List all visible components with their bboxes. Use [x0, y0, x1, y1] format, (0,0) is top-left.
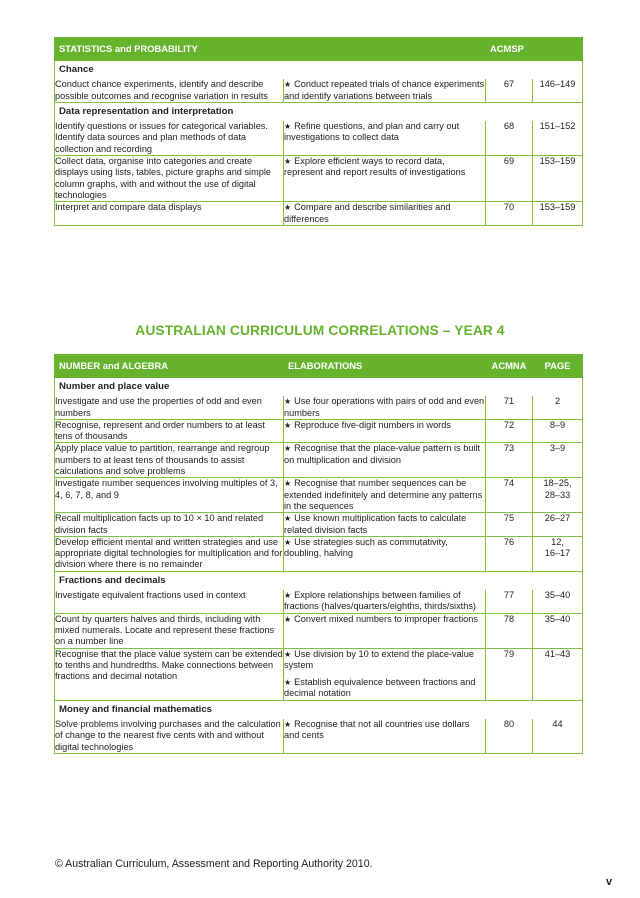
star-icon: ★	[284, 80, 292, 90]
elaboration-text: Use four operations with pairs of odd and even numbers	[284, 396, 485, 418]
code-header: ACMSP	[486, 38, 583, 61]
elaborations-header: ELABORATIONS	[284, 355, 486, 378]
table-row	[55, 79, 583, 102]
page-reference: 153–159	[533, 156, 583, 202]
table-row	[55, 719, 583, 753]
section-row	[55, 378, 583, 397]
code-number: 80	[486, 719, 533, 753]
content-description: Interpret and compare data displays	[55, 202, 284, 226]
elaboration-item	[284, 396, 485, 419]
elaborations-cell	[284, 719, 486, 753]
table-header-row	[55, 355, 583, 378]
table-row	[55, 121, 583, 155]
elaborations-cell	[284, 79, 486, 102]
section-row	[55, 102, 583, 121]
code-number: 74	[486, 478, 533, 513]
code-number: 67	[486, 79, 533, 102]
elaboration-item	[284, 513, 485, 536]
section-title: Data representation and interpretation	[55, 102, 583, 121]
elaboration-item	[284, 649, 485, 672]
elaboration-text: Explore relationships between families of fractions (halves/quarters/eighths, thirds/sixths)	[284, 590, 476, 612]
section-row	[55, 571, 583, 590]
table-row	[55, 478, 583, 513]
content-description: Investigate and use the properties of odd and even numbers	[55, 396, 284, 419]
star-icon: ★	[284, 614, 292, 624]
star-icon: ★	[284, 397, 292, 407]
code-number: 69	[486, 156, 533, 202]
star-icon: ★	[284, 157, 292, 167]
star-icon: ★	[284, 444, 292, 454]
page-reference: 2	[533, 396, 583, 419]
elaborations-cell	[284, 443, 486, 478]
content-description: Collect data, organise into categories and create displays using lists, tables, picture graphs and simple column graphs, with and without the use of digital technologies	[55, 156, 284, 202]
elaboration-item	[284, 478, 485, 512]
copyright-footer: © Australian Curriculum, Assessment and Reporting Authority 2010.	[55, 858, 373, 870]
elaborations-cell	[284, 648, 486, 700]
elaboration-text: Recognise that the place-value pattern is built on multiplication and division	[284, 443, 481, 465]
table-row	[55, 443, 583, 478]
content-description: Identify questions or issues for categorical variables. Identify data sources and plan methods of data collection and recording	[55, 121, 284, 155]
number-algebra-table	[54, 354, 583, 754]
page-number: v	[606, 876, 613, 888]
page-reference: 146–149	[533, 79, 583, 102]
elaborations-cell	[284, 613, 486, 648]
elaboration-item	[284, 590, 485, 613]
elaborations-cell	[284, 396, 486, 419]
star-icon: ★	[284, 720, 292, 730]
elaboration-text: Use division by 10 to extend the place-value system	[284, 648, 474, 670]
elaboration-text: Explore efficient ways to record data, represent and report results of investigations	[284, 156, 466, 178]
elaborations-cell	[284, 590, 486, 613]
page-reference: 18–25, 28–33	[533, 478, 583, 513]
page-reference: 151–152	[533, 121, 583, 155]
elaboration-item	[284, 614, 485, 625]
code-number: 78	[486, 613, 533, 648]
star-icon: ★	[284, 537, 292, 547]
statistics-probability-table	[54, 37, 583, 226]
table-row	[55, 648, 583, 700]
elaboration-text: Recognise that number sequences can be extended indefinitely and determine any patterns in the sequences	[284, 478, 483, 511]
star-icon: ★	[284, 591, 292, 601]
code-number: 76	[486, 536, 533, 571]
content-description: Apply place value to partition, rearrange and regroup numbers to at least tens of thousands to assist calculations and solve problems	[55, 443, 284, 478]
section-title: Chance	[55, 61, 583, 80]
elaboration-text: Convert mixed numbers to improper fractions	[294, 613, 478, 624]
section-title: Fractions and decimals	[55, 571, 583, 590]
code-number: 73	[486, 443, 533, 478]
table-row	[55, 613, 583, 648]
table-row	[55, 590, 583, 613]
strand-header: NUMBER and ALGEBRA	[55, 355, 284, 378]
elaborations-cell	[284, 513, 486, 537]
elaboration-item	[284, 537, 485, 560]
elaboration-item	[284, 121, 485, 144]
section-row	[55, 61, 583, 80]
table-row	[55, 419, 583, 443]
page-reference: 35–40	[533, 613, 583, 648]
code-number: 72	[486, 419, 533, 443]
table-row	[55, 396, 583, 419]
star-icon: ★	[284, 514, 292, 524]
table-row	[55, 513, 583, 537]
elaboration-item	[284, 420, 485, 431]
code-number: 79	[486, 648, 533, 700]
content-description: Count by quarters halves and thirds, including with mixed numerals. Locate and represent these fractions on a number line	[55, 613, 284, 648]
strand-header: STATISTICS and PROBABILITY	[55, 38, 486, 61]
page-reference: 12, 16–17	[533, 536, 583, 571]
code-number: 75	[486, 513, 533, 537]
content-description: Recall multiplication facts up to 10 × 10 and related division facts	[55, 513, 284, 537]
content-description: Solve problems involving purchases and the calculation of change to the nearest five cents with and without digital technologies	[55, 719, 284, 753]
page-heading: AUSTRALIAN CURRICULUM CORRELATIONS – YEAR 4	[135, 323, 505, 338]
star-icon: ★	[284, 678, 292, 688]
page-reference: 8–9	[533, 419, 583, 443]
table-row	[55, 536, 583, 571]
page-reference: 26–27	[533, 513, 583, 537]
elaborations-cell	[284, 419, 486, 443]
page-reference: 41–43	[533, 648, 583, 700]
star-icon: ★	[284, 649, 292, 659]
elaborations-cell	[284, 156, 486, 202]
elaborations-cell	[284, 478, 486, 513]
elaboration-text: Compare and describe similarities and differences	[284, 202, 451, 224]
elaboration-item	[284, 79, 485, 102]
elaborations-cell	[284, 536, 486, 571]
elaboration-item	[284, 156, 485, 179]
elaboration-text: Reproduce five-digit numbers in words	[294, 419, 451, 430]
page-reference: 44	[533, 719, 583, 753]
star-icon: ★	[284, 479, 292, 489]
elaboration-item	[284, 202, 485, 225]
content-description: Investigate number sequences involving multiples of 3, 4, 6, 7, 8, and 9	[55, 478, 284, 513]
elaboration-text: Use strategies such as commutativity, doubling, halving	[284, 536, 448, 559]
star-icon: ★	[284, 122, 292, 132]
content-description: Develop efficient mental and written strategies and use appropriate digital technologies for multiplication and for division where there is no remainder	[55, 536, 283, 570]
content-description: Conduct chance experiments, identify and describe possible outcomes and recognise variation in results	[55, 79, 284, 102]
page-header: PAGE	[533, 355, 583, 378]
elaboration-text: Use known multiplication facts to calculate related division facts	[284, 513, 467, 535]
section-title: Number and place value	[55, 378, 583, 397]
table-row	[55, 156, 583, 202]
elaboration-text: Refine questions, and plan and carry out investigations to collect data	[284, 121, 460, 143]
code-header: ACMNA	[486, 355, 533, 378]
code-number: 77	[486, 590, 533, 613]
section-title: Money and financial mathematics	[55, 700, 583, 719]
content-description: Investigate equivalent fractions used in context	[55, 590, 284, 613]
star-icon: ★	[284, 203, 292, 213]
elaboration-item	[284, 677, 485, 700]
section-row	[55, 700, 583, 719]
elaboration-text: Recognise that not all countries use dollars and cents	[284, 719, 470, 741]
table-row	[55, 202, 583, 226]
elaborations-cell	[284, 202, 486, 226]
star-icon: ★	[284, 420, 292, 430]
elaborations-cell	[284, 121, 486, 155]
elaboration-text: Conduct repeated trials of chance experiments and identify variations between trials	[284, 79, 485, 101]
page-reference: 35–40	[533, 590, 583, 613]
code-number: 71	[486, 396, 533, 419]
content-description: Recognise, represent and order numbers to at least tens of thousands	[55, 419, 284, 443]
page-reference: 3–9	[533, 443, 583, 478]
code-number: 70	[486, 202, 533, 226]
content-description: Recognise that the place value system can be extended to tenths and hundredths. Make connections between fractions and decimal notation	[55, 648, 284, 700]
elaboration-item	[284, 719, 485, 742]
table-header-row	[55, 38, 583, 61]
page-reference: 153–159	[533, 202, 583, 226]
elaboration-text: Establish equivalence between fractions and decimal notation	[284, 677, 476, 699]
elaboration-item	[284, 443, 485, 466]
code-number: 68	[486, 121, 533, 155]
